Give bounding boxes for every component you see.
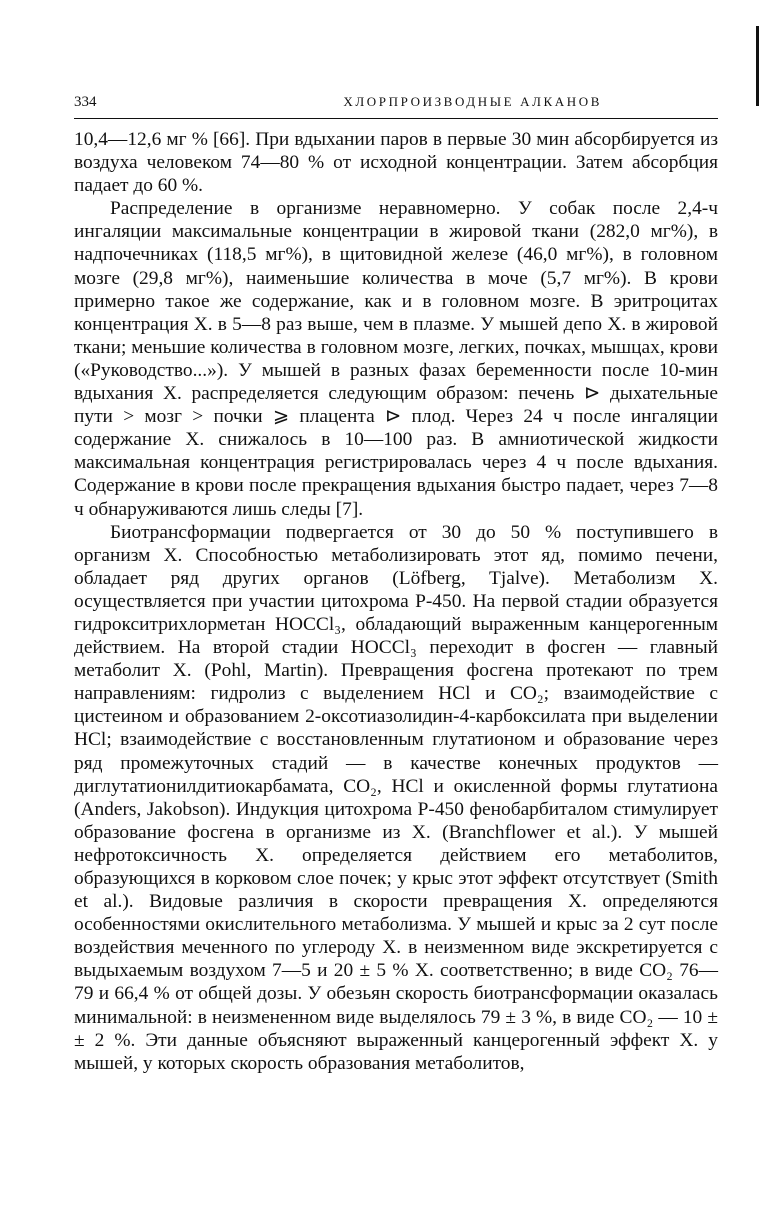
page-number: 334 xyxy=(74,94,97,110)
running-title: ХЛОРПРОИЗВОДНЫЕ АЛКАНОВ xyxy=(343,94,602,109)
page-edge-mark xyxy=(756,26,759,106)
page-header xyxy=(74,94,714,111)
paragraph-distribution: Распределение в организме неравномерно. У собак после 2,4-ч ингаляции максимальные концентрации в жировой ткани (282,0 мг%), в надпочечниках (118,5 мг%), в щитовидной железе (46,0 мг%), в головном мозге (29,8 мг%), наименьшие количества в моче (5,7 мг%). В крови примерно такое же содержание, как и в головном мозге. В эритроцитах концентрация X. в 5—8 раз выше, чем в плазме. У мышей депо X. в жировой ткани; меньшие количества в головном мозге, легких, почках, мышцах, крови («Руководство...»). У мышей в разных фазах беременности после 10-мин вдыхания X. распределяется следующим образом: печень ⊳ дыхательные пути > мозг > почки ⩾ плацента ⊳ плод. Через 24 ч после ингаляции содержание X. снижалось в 10—100 раз. В амниотической жидкости максимальная концентрация регистрировалась через 4 ч после вдыхания. Содержание в крови после прекращения вдыхания быстро падает, через 7—8 ч обнаруживаются лишь следы [7]. xyxy=(74,198,718,520)
body-text xyxy=(74,128,718,1075)
paragraph-continuation: 10,4—12,6 мг % [66]. При вдыхании паров в первые 30 мин абсорбируется из воздуха человеком 74—80 % от исходной концентрации. Затем абсорбция падает до 60 %. xyxy=(74,129,718,197)
paragraph-biotransformation: Биотрансформации подвергается от 30 до 50 % поступившего в организм X. Способностью метаболизировать этот яд, помимо печени, обладает ряд других органов (Löfberg, Tjalve). Метаболизм X. осуществляется при участии цитохрома P-450. На первой стадии образуется гидрокситрихлорметан HOCCl₃, обладающий выраженным канцерогенным действием. На второй стадии HOCCl₃ переходит в фосген — главный метаболит X. (Pohl, Martin). Превращения фосгена протекают по трем направлениям: гидролиз с выделением HCl и CO₂; взаимодействие с цистеином и образованием 2-оксотиазолидин-4-карбоксилата при выделении HCl; взаимодействие с восстановленным глутатионом и образование через ряд промежуточных стадий — в качестве конечных продуктов — диглутатионилдитиокарбамата, CO₂, HCl и окисленной формы глутатиона (Anders, Jakobson). Индукция цитохрома P-450 фенобарбиталом стимулирует образование фосгена в организме из X. (Branchflower et al.). У мышей нефротоксичность X. определяется действием его метаболитов, образующихся в корковом слое почек; у крыс этот эффект отсутствует (Smith et al.). Видовые различия в скорости превращения X. определяются особенностями окислительного метаболизма. У мышей и крыс за 2 сут после воздействия меченного по углероду X. в неизменном виде экскретируется с выдыхаемым воздухом 7—5 и 20 ± 5 % X. соответственно; в виде CO₂ 76—79 и 66,4 % от общей дозы. У обезьян скорость биотрансформации оказалась минимальной: в неизмененном виде выделялось 79 ± 3 %, в виде CO₂ — 10 ± ± 2 %. Эти данные объясняют выраженный канцерогенный эффект X. у мышей, у которых скорость образования метаболитов, xyxy=(74,521,718,1074)
header-divider xyxy=(74,118,718,119)
